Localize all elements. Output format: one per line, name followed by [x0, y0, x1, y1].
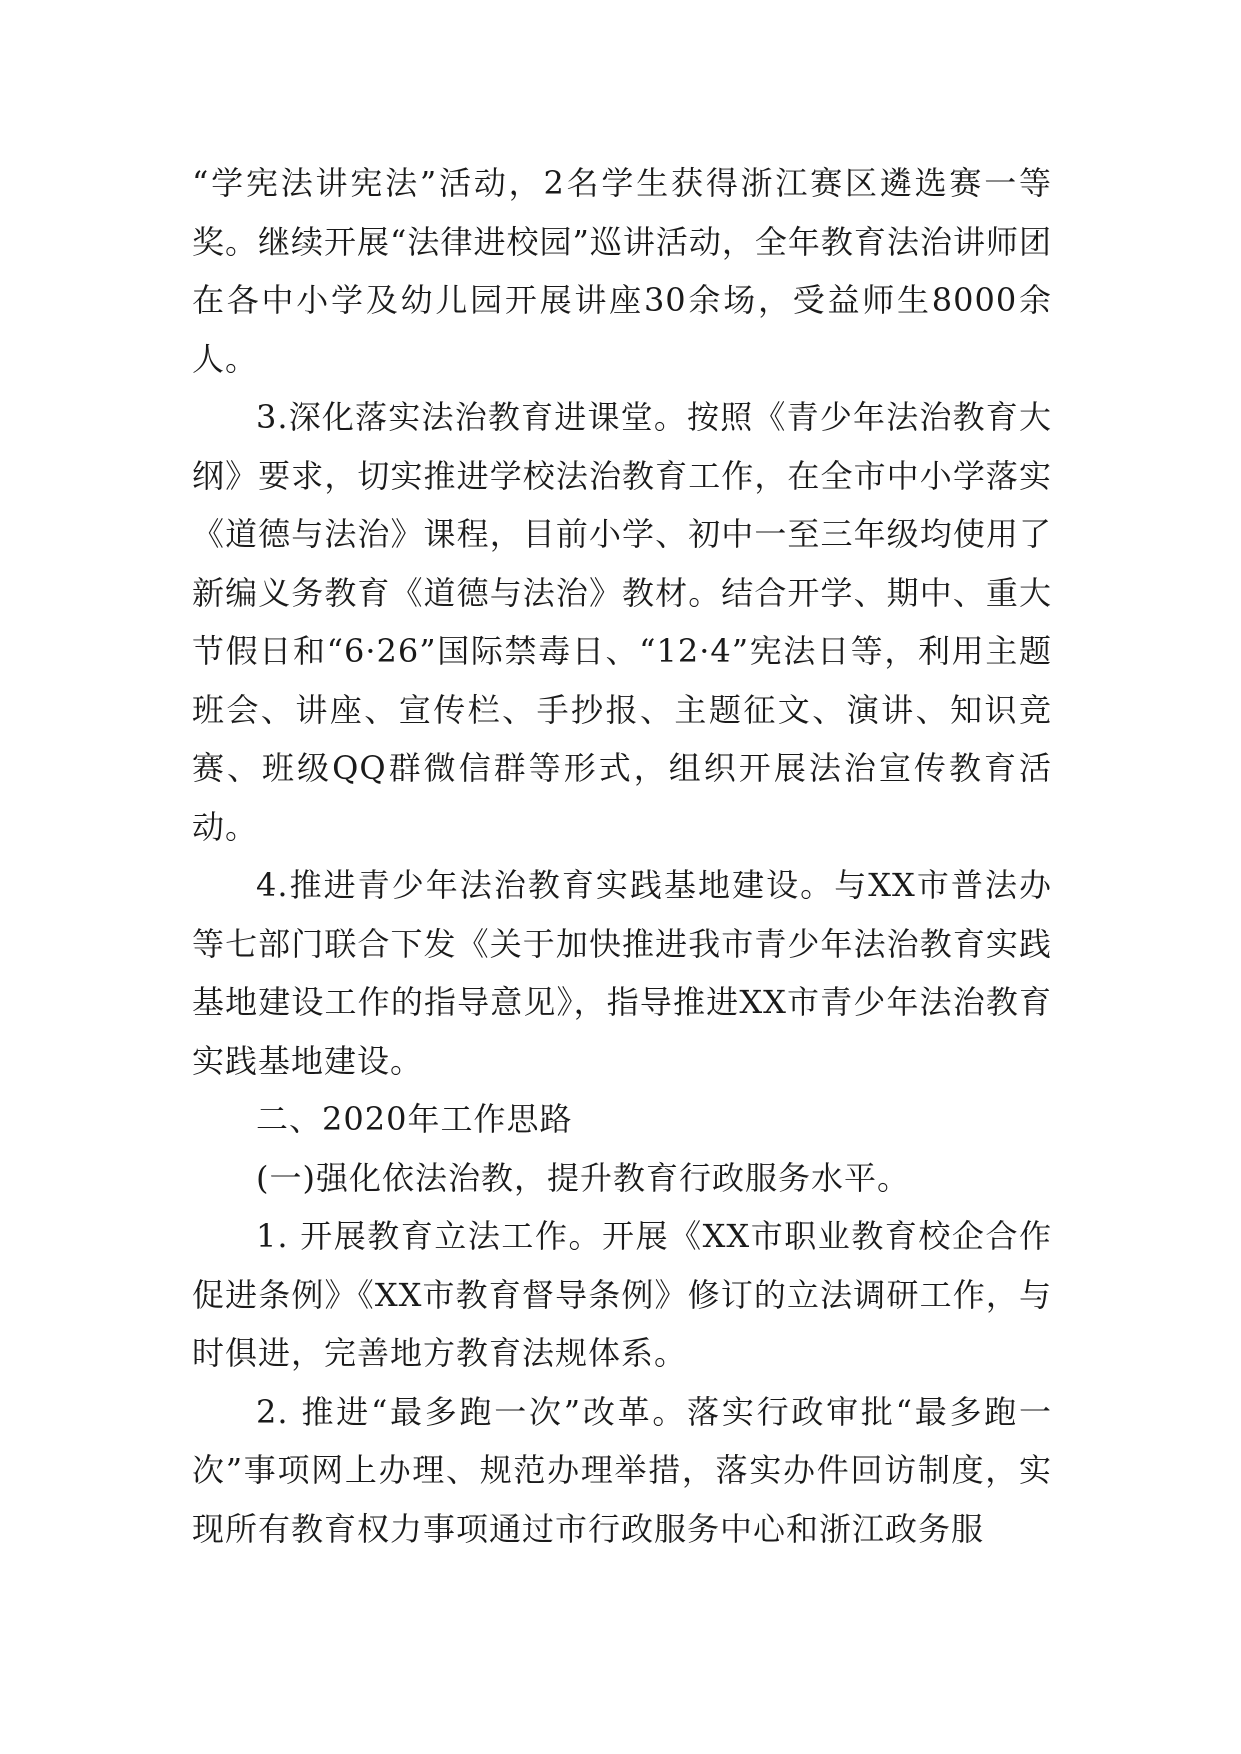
paragraph-reform: 2. 推进“最多跑一次”改革。落实行政审批“最多跑一次”事项网上办理、规范办理举措，落实办件回访制度，实现所有教育权力事项通过市行政服务中心和浙江政务服: [192, 1392, 1052, 1548]
paragraph-continuation: “学宪法讲宪法”活动，2名学生获得浙江赛区遴选赛一等奖。继续开展“法律进校园”巡讲活动，全年教育法治讲师团在各中小学及幼儿园开展讲座30余场，受益师生8000余人。: [192, 164, 1052, 378]
section-heading-2020: 二、2020年工作思路: [256, 1100, 573, 1138]
paragraph-legislation: 1. 开展教育立法工作。开展《XX市职业教育校企合作促进条例》《XX市教育督导条例》修订的立法调研工作，与时俱进，完善地方教育法规体系。: [192, 1217, 1052, 1372]
paragraph-item-3: 3.深化落实法治教育进课堂。按照《青少年法治教育大纲》要求，切实推进学校法治教育工作，在全市中小学落实《道德与法治》课程，目前小学、初中一至三年级均使用了新编义务教育《道德与法治》教材。结合开学、期中、重大节假日和“6·26”国际禁毒日、“12·4”宪法日等，利用主题班会、讲座、宣传栏、手抄报、主题征文、演讲、知识竞赛、班级QQ群微信群等形式，组织开展法治宣传教育活动。: [192, 398, 1052, 846]
document-body: [192, 154, 1052, 1558]
paragraph-item-4: 4.推进青少年法治教育实践基地建设。与XX市普法办等七部门联合下发《关于加快推进我市青少年法治教育实践基地建设工作的指导意见》，指导推进XX市青少年法治教育实践基地建设。: [192, 866, 1052, 1080]
subsection-heading-1: (一)强化依法治教，提升教育行政服务水平。: [256, 1158, 910, 1197]
